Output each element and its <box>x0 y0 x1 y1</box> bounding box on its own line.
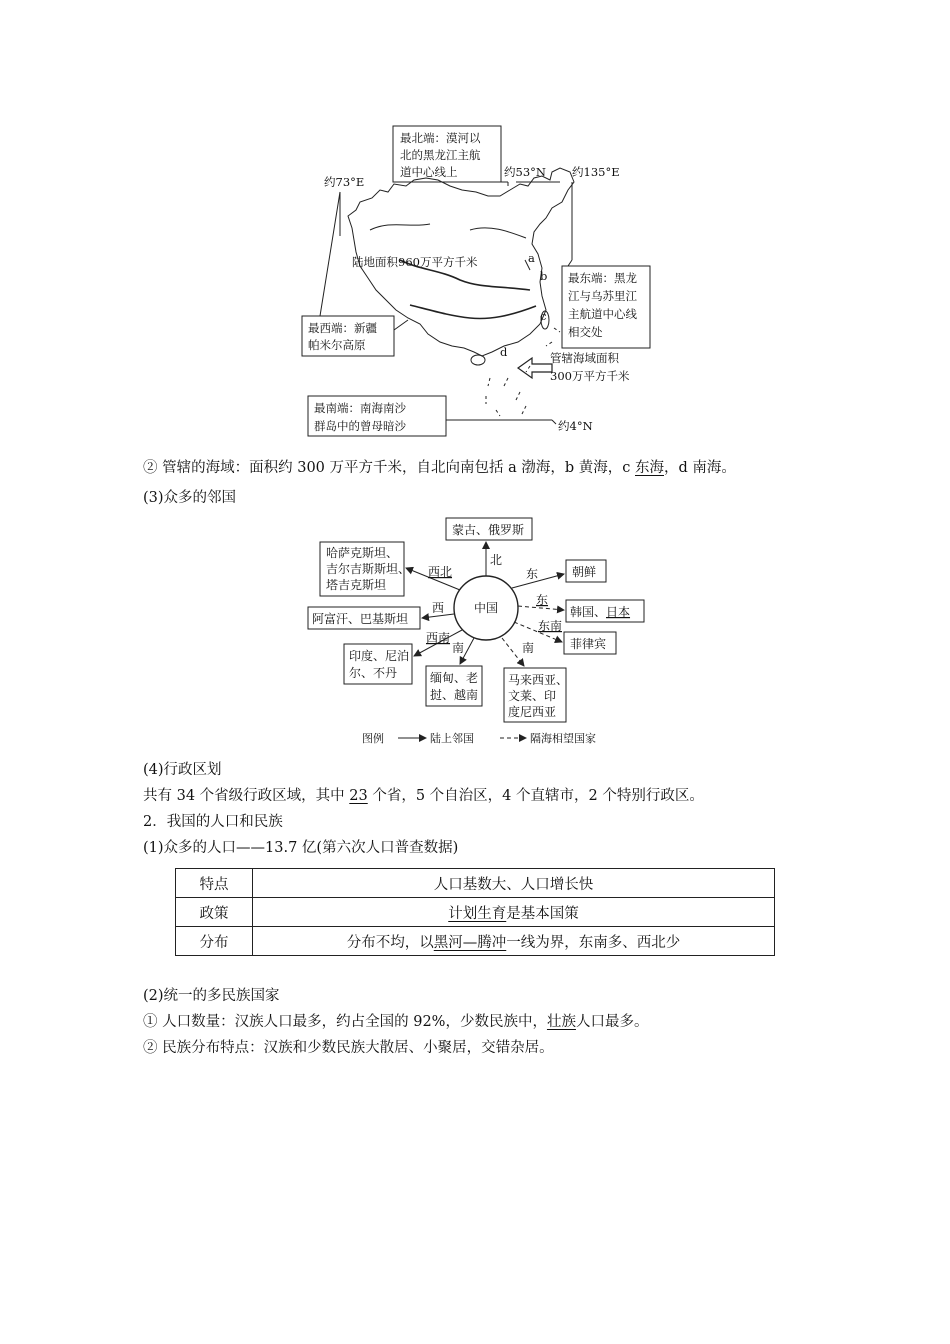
admin-line: 共有 34 个省级行政区域，其中 23 个省，5 个自治区，4 个直辖市，2 个特别行政区。 <box>143 788 704 804</box>
neighbors-heading: (3)众多的邻国 <box>143 490 237 506</box>
southwest-line2: 尔、不丹 <box>349 666 398 680</box>
northwest-line3: 塔吉克斯坦 <box>326 578 387 592</box>
dir-south-2: 南 <box>522 641 535 655</box>
land-area-label: 陆地面积960万平方千米 <box>352 255 478 269</box>
west-end-line2: 帕米尔高原 <box>308 338 366 352</box>
section-2-heading: 2．我国的人口和民族 <box>143 814 283 830</box>
letter-d: d <box>500 345 508 359</box>
dir-east-1: 东 <box>526 567 539 581</box>
southeast-country: 菲律宾 <box>570 637 607 651</box>
sea-domain-line: ② 管辖的海域：面积约 300 万平方千米，自北向南包括 a 渤海，b 黄海，c 东海，d 南海。 <box>143 460 736 476</box>
east-land-country: 朝鲜 <box>572 565 597 579</box>
legend-sea-label: 隔海相望国家 <box>530 732 596 745</box>
south-sea-line1: 马来西亚、 <box>508 673 569 687</box>
letter-a: a <box>528 251 535 265</box>
letter-c: c <box>540 309 547 323</box>
table-row <box>176 927 775 956</box>
ethnic-line-1: ① 人口数量：汉族人口最多，约占全国的 92%，少数民族中，壮族人口最多。 <box>143 1014 649 1030</box>
southwest-line1: 印度、尼泊 <box>349 649 410 663</box>
lat4-label: 约4°N <box>558 419 593 433</box>
row-key: 政策 <box>176 898 253 927</box>
province-count: 23 <box>349 788 368 804</box>
north-end-line1: 最北端：漠河以 <box>400 131 481 145</box>
sea-area-line1: 管辖海域面积 <box>550 351 619 365</box>
dir-southwest: 西南 <box>426 631 451 645</box>
population-table <box>175 868 775 956</box>
west-countries: 阿富汗、巴基斯坦 <box>312 612 409 626</box>
dir-west: 西 <box>432 601 445 615</box>
east-end-line1: 最东端：黑龙 <box>568 271 637 285</box>
west-end-line1: 最西端：新疆 <box>308 321 377 335</box>
dir-east-2: 东 <box>536 593 549 607</box>
china-territory-map <box>290 120 670 440</box>
east-sea-term: 东海 <box>635 460 664 476</box>
dir-south-1: 南 <box>452 641 465 655</box>
neighbors-diagram <box>298 514 650 752</box>
legend-land-label: 陆上邻国 <box>430 732 474 745</box>
south-land-line2: 挝、越南 <box>430 688 479 702</box>
south-end-line2: 群岛中的曾母暗沙 <box>314 419 406 433</box>
row-value: 人口基数大、人口增长快 <box>253 869 775 898</box>
row-key: 分布 <box>176 927 253 956</box>
table-row <box>176 898 775 927</box>
dir-northwest: 西北 <box>428 565 453 579</box>
table-row <box>176 869 775 898</box>
northwest-line2: 吉尔吉斯斯坦、 <box>326 562 411 576</box>
ethnic-heading: (2)统一的多民族国家 <box>143 988 280 1004</box>
population-heading: (1)众多的人口——13.7 亿(第六次人口普查数据) <box>143 840 459 856</box>
row-value: 计划生育是基本国策 <box>253 898 775 927</box>
ethnic-line-2: ② 民族分布特点：汉族和少数民族大散居、小聚居，交错杂居。 <box>143 1040 554 1056</box>
east-end-line3: 主航道中心线 <box>568 307 637 321</box>
south-sea-line3: 度尼西亚 <box>508 705 557 719</box>
east-end-line4: 相交处 <box>568 325 603 339</box>
east-sea-countries: 韩国、日本 <box>570 605 631 619</box>
center-label: 中国 <box>474 601 499 615</box>
north-end-line2: 北的黑龙江主航 <box>400 148 481 162</box>
row-key: 特点 <box>176 869 253 898</box>
zhuang-term: 壮族 <box>546 1014 576 1030</box>
lon135-label: 约135°E <box>572 165 620 179</box>
lat53-label: 约53°N <box>504 165 546 179</box>
dir-north: 北 <box>490 553 503 567</box>
north-end-line3: 道中心线上 <box>400 165 458 179</box>
lon73-label: 约73°E <box>324 175 365 189</box>
east-end-line2: 江与乌苏里江 <box>568 289 637 303</box>
sea-area-line2: 300万平方千米 <box>550 369 630 383</box>
north-countries: 蒙古、俄罗斯 <box>452 523 525 537</box>
dir-southeast: 东南 <box>538 619 563 633</box>
letter-b: b <box>540 269 548 283</box>
row-value: 分布不均，以黑河—腾冲一线为界，东南多、西北少 <box>253 927 775 956</box>
south-sea-line2: 文莱、印 <box>508 689 557 703</box>
south-land-line1: 缅甸、老 <box>430 671 479 685</box>
legend-title: 图例 <box>362 732 384 745</box>
south-end-line1: 最南端：南海南沙 <box>314 401 406 415</box>
northwest-line1: 哈萨克斯坦、 <box>326 546 399 560</box>
admin-heading: (4)行政区划 <box>143 762 222 778</box>
sea-area-arrow <box>518 358 552 378</box>
